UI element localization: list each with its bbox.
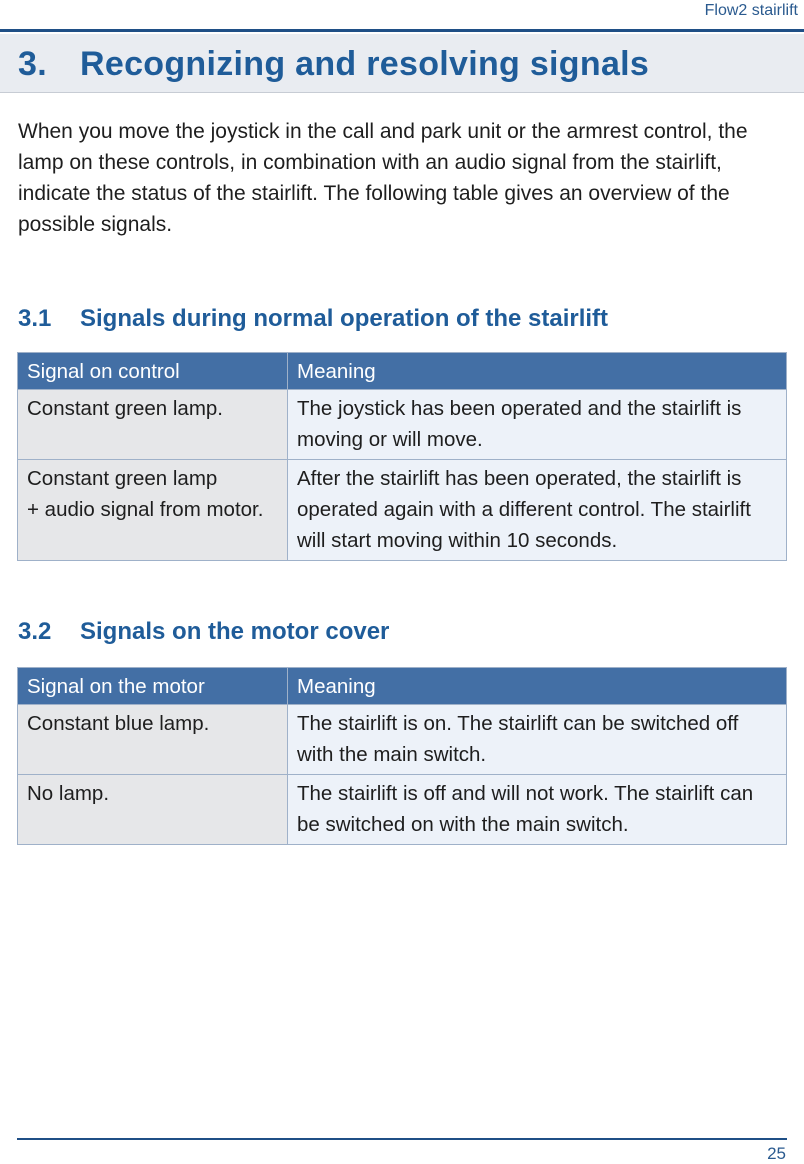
column-header-signal: Signal on control (18, 353, 288, 390)
column-header-meaning: Meaning (288, 668, 787, 705)
column-header-signal: Signal on the motor (18, 668, 288, 705)
signal-cell (18, 390, 288, 460)
chapter-number: 3. (18, 45, 47, 83)
meaning-cell: The stairlift is on. The stairlift can be switched off with the main switch. (288, 705, 787, 775)
signal-line: No lamp. (27, 782, 110, 805)
column-header-meaning: Meaning (288, 353, 787, 390)
section-number: 3.2 (18, 618, 52, 645)
section-title-3-1 (18, 304, 608, 334)
signals-table-control (17, 352, 787, 561)
chapter-title (18, 44, 649, 84)
signal-line: Constant blue lamp. (27, 712, 210, 735)
running-header: Flow2 stairlift (704, 2, 798, 19)
intro-paragraph: When you move the joystick in the call and park unit or the armrest control, the lamp on these controls, in combination with an audio signal from the stairlift, indicate the status of the stairlift. The following table gives an overview of the possible signals. (18, 120, 748, 236)
table-row (18, 460, 787, 561)
header-rule (0, 29, 804, 32)
table-row (18, 775, 787, 845)
table-header-row (18, 668, 787, 705)
section-title-text: Signals on the motor cover (80, 618, 390, 645)
section-title-text: Signals during normal operation of the stairlift (80, 305, 609, 332)
table-header-row (18, 353, 787, 390)
meaning-cell: After the stairlift has been operated, the stairlift is operated again with a different control. The stairlift will start moving within 10 seconds. (288, 460, 787, 561)
page-number: 25 (767, 1144, 786, 1163)
footer-rule (17, 1138, 787, 1140)
signal-line: Constant green lamp. (27, 397, 224, 420)
section-title-3-2 (18, 617, 389, 647)
signal-line: + audio signal from motor. (27, 498, 264, 521)
signal-line: Constant green lamp (27, 467, 218, 490)
signals-table-motor (17, 667, 787, 845)
chapter-title-text: Recognizing and resolving signals (80, 45, 650, 83)
table-row (18, 390, 787, 460)
signal-cell (18, 460, 288, 561)
signal-cell (18, 775, 288, 845)
section-number: 3.1 (18, 305, 52, 332)
meaning-cell: The joystick has been operated and the stairlift is moving or will move. (288, 390, 787, 460)
table-row (18, 705, 787, 775)
signal-cell (18, 705, 288, 775)
meaning-cell: The stairlift is off and will not work. The stairlift can be switched on with the main switch. (288, 775, 787, 845)
